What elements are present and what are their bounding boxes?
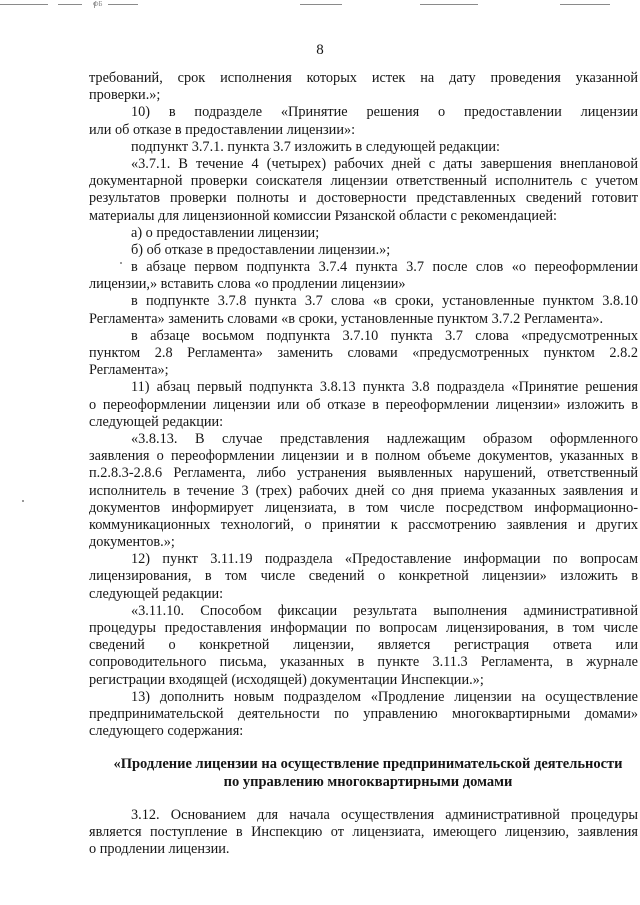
scan-dash — [560, 4, 610, 5]
text-line: 11) абзац первый подпункта 3.8.13 пункта 3.8 подраздела «Принятие решения — [131, 379, 638, 396]
scan-artifact-top — [0, 0, 640, 9]
text-line: о переоформлении лицензии или об отказе в переоформлении лицензии» изложить в — [89, 396, 638, 413]
scan-dash — [0, 4, 48, 5]
text-line: коммуникационных технологий, о принятии к рассмотрению заявления и других — [89, 516, 638, 533]
text-line: в абзаце первом подпункта 3.7.4 пункта 3.7 после слов «о переоформлении — [131, 259, 638, 276]
text-line: регистрации входящей (исходящей) документации Инспекции.»; — [89, 671, 484, 688]
text-line: сопроводительного письма, указанных в пункте 3.11.3 Регламента, в журнале — [89, 654, 638, 671]
text-line: б) об отказе в предоставлении лицензии.»; — [131, 241, 391, 258]
text-line: документов информирует лицензиата, в том числе посредством информационно- — [89, 499, 638, 516]
text-line: пунктом 2.8 Регламента» заменить словами «предусмотренных пунктом 2.8.2 — [89, 345, 638, 361]
text-line: «3.7.1. В течение 4 (четырех) рабочих дней с даты завершения внеплановой — [131, 155, 638, 172]
scan-dash — [420, 4, 478, 5]
text-line: а) о предоставлении лицензии; — [131, 224, 320, 241]
text-line: следующего содержания: — [89, 723, 244, 740]
text-line: Регламента»; — [89, 362, 169, 379]
text-line: проверки.»; — [89, 87, 161, 104]
document-body — [0, 70, 640, 858]
text-line: подпункт 3.7.1. пункта 3.7 изложить в следующей редакции: — [131, 138, 500, 155]
scan-mark: ФБ — [93, 0, 103, 8]
page-number: 8 — [316, 42, 324, 58]
text-line: предпринимательской деятельности по управлению многоквартирными домами» — [89, 705, 638, 722]
text-line: лицензирования, в том числе сведений о конкретной лицензии» изложить в — [89, 568, 638, 585]
text-line: процедуры предоставления информации по вопросам лицензирования, в том числе — [89, 620, 638, 636]
spacer — [0, 740, 640, 756]
text-line: п.2.8.3-2.8.6 Регламента, либо устранения выявленных нарушений, ответственный — [89, 465, 638, 482]
text-line: в абзаце восьмом подпункта 3.7.10 пункта 3.7 слова «предусмотренных — [131, 327, 638, 344]
text-line: 13) дополнить новым подразделом «Продление лицензии на осуществление — [131, 688, 638, 705]
text-line: документарной проверки соискателя лицензии ответственный исполнитель с учетом — [89, 173, 638, 190]
text-line: 10) в подразделе «Принятие решения о предоставлении лицензии — [131, 104, 638, 121]
scan-dash — [58, 4, 82, 5]
text-line: сведений о конкретной лицензии, является регистрация ответа или — [89, 637, 638, 654]
text-line: в подпункте 3.7.8 пункта 3.7 слова «в сроки, установленные пунктом 3.8.10 — [131, 293, 638, 310]
scan-dash — [300, 4, 342, 5]
text-line: «3.8.13. В случае представления надлежащим образом оформленного — [131, 430, 638, 447]
text-line: результатов проверки полноты и достоверности представленных сведений готовит — [89, 190, 638, 207]
text-line: лицензии,» вставить слова «о продлении лицензии» — [89, 276, 406, 293]
section-heading: «Продление лицензии на осуществление предпринимательской деятельности — [113, 756, 623, 773]
text-line: следующей редакции: — [89, 413, 224, 430]
scan-dash — [108, 4, 138, 5]
text-line: исполнитель в течение 3 (трех) рабочих дней со дня приема указанных заявления и — [89, 482, 638, 499]
text-line: о продлении лицензии. — [89, 841, 230, 858]
section-heading: по управлению многоквартирными домами — [223, 773, 513, 790]
spacer — [0, 791, 640, 807]
text-line: следующей редакции: — [89, 585, 224, 602]
text-line: или об отказе в предоставлении лицензии»: — [89, 121, 356, 138]
text-line: 12) пункт 3.11.19 подраздела «Предоставление информации по вопросам — [131, 551, 638, 568]
text-line: требований, срок исполнения которых истек на дату проведения указанной — [89, 70, 638, 86]
text-line: 3.12. Основанием для начала осуществления административной процедуры — [131, 806, 638, 823]
text-line: «3.11.10. Способом фиксации результата выполнения административной — [131, 602, 638, 619]
text-line: заявления о переоформлении лицензии и в полном объеме документов, указанных в — [89, 448, 638, 465]
text-line: является поступление в Инспекцию от лицензиата, имеющего лицензию, заявления — [89, 823, 638, 840]
text-line: Регламента» заменить словами «в сроки, установленные пунктом 3.7.2 Регламента». — [89, 310, 604, 327]
text-line: материалы для лицензионной комиссии Рязанской области с рекомендацией: — [89, 207, 557, 224]
text-line: документов.»; — [89, 534, 175, 551]
